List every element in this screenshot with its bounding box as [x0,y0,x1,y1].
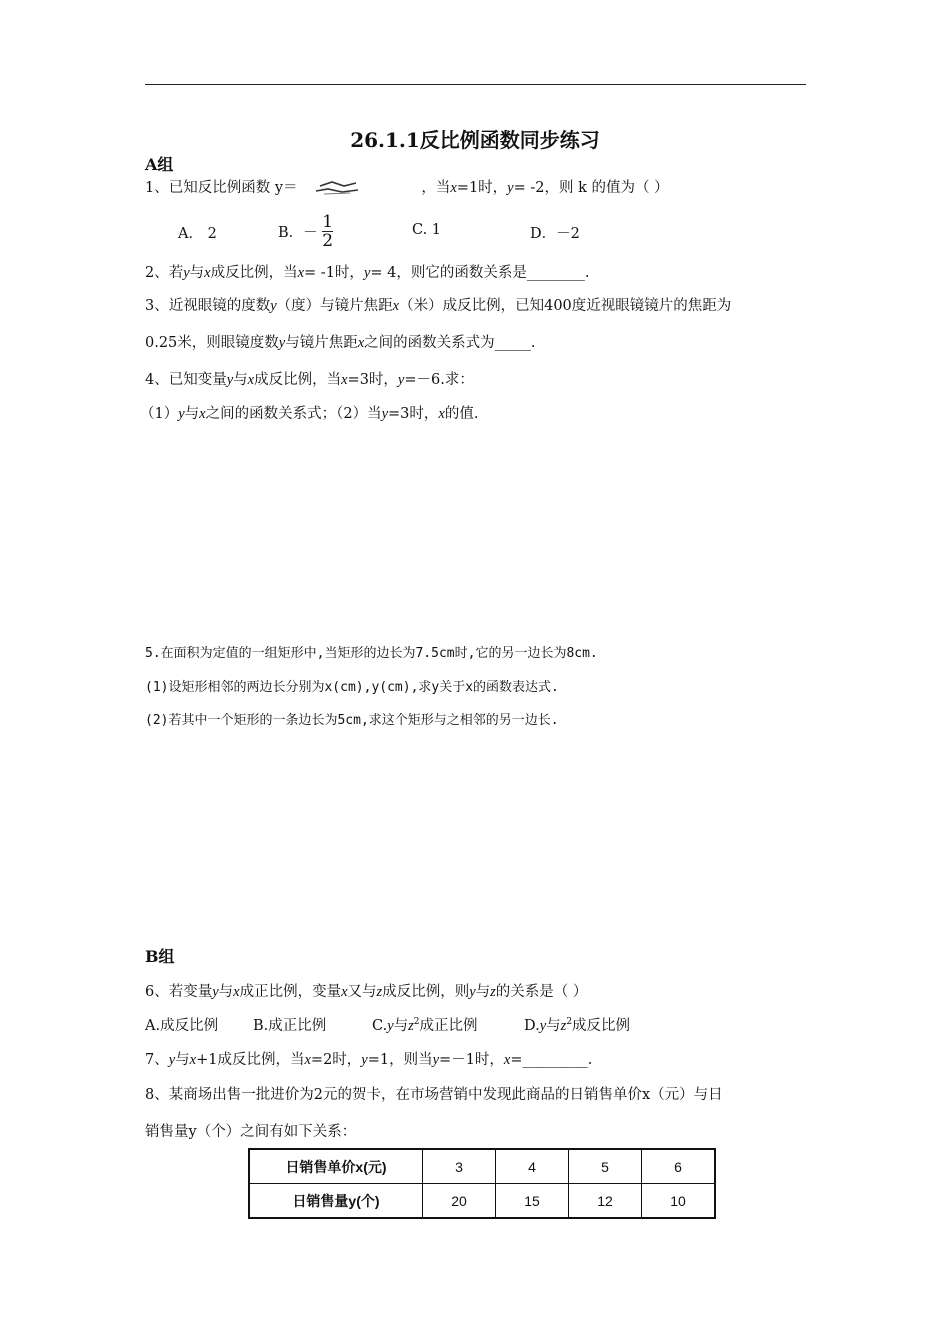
table-cell: 10 [642,1184,716,1219]
table-cell: 15 [496,1184,569,1219]
table-cell: 20 [423,1184,496,1219]
header-rule [145,84,806,85]
q6-option-c: C.y与$z^2$成正比例 [372,1017,478,1034]
q1-option-c: C. 1 [412,222,442,238]
table-cell: 4 [496,1149,569,1184]
question-3-line-1: 3、近视眼镜的度数y（度）与镜片焦距x（米）成反比例，已知400度近视眼镜镜片的焦距为 [145,298,732,314]
question-4: 4、已知变量y与x成反比例，当x=3时，y=－6.求： [145,372,474,388]
table-header-price: 日销售单价x(元) [249,1149,423,1184]
table-cell: 12 [569,1184,642,1219]
question-2: 2、若y与x成反比例，当x= -1时，y= 4，则它的函数关系是________. [145,265,590,281]
question-8-line-1: 8、某商场出售一批进价为2元的贺卡，在市场营销中发现此商品的日销售单价x（元）与日 [145,1087,723,1103]
q6-option-b: B.成正比例 [253,1018,327,1034]
group-a-heading: A组 [145,155,174,174]
question-5-line-1: 5.在面积为定值的一组矩形中,当矩形的边长为7.5cm时,它的另一边长为8cm. [145,646,598,661]
page-title: 26.1.1反比例函数同步练习 [350,128,600,152]
question-5-line-2: (1)设矩形相邻的两边长分别为x(cm),y(cm),求y关于x的函数表达式. [145,680,559,695]
table-cell: 5 [569,1149,642,1184]
q6-option-d: D.y与$z^2$成反比例 [524,1017,631,1034]
question-8-line-2: 销售量y（个）之间有如下关系： [145,1124,357,1140]
question-4-subparts: （1）y与x之间的函数关系式；（2）当y=3时，x的值. [140,406,479,422]
question-1: 1、已知反比例函数 y＝ ，当x=1时，y= -2，则 k 的值为（ ） [145,180,669,196]
table-header-quantity: 日销售量y(个) [249,1184,423,1219]
q1-option-d: D．－2 [530,226,580,242]
question-6: 6、若变量y与x成正比例，变量x又与z成反比例，则y与z的关系是（ ） [145,984,588,1000]
q6-option-a: A.成反比例 [145,1018,219,1034]
table-row [249,1149,715,1184]
question-5-line-3: (2)若其中一个矩形的一条边长为5cm,求这个矩形与之相邻的另一边长. [145,713,559,728]
fraction-one-half: $\frac{1}{2}$ [322,212,334,251]
group-b-heading: B组 [145,947,175,966]
question-7: 7、y与x+1成反比例，当x=2时，y=1，则当y=－1时，x=_________. [145,1052,593,1068]
table-cell: 3 [423,1149,496,1184]
table-row [249,1184,715,1219]
sales-table [248,1148,716,1219]
fraction-image-icon [302,180,372,196]
question-3-line-2: 0.25米，则眼镜度数y与镜片焦距x之间的函数关系式为_____. [145,335,536,351]
q1-option-a: A． 2 [178,226,217,242]
q1-option-b: B．－ $\frac{1}{2}$ [278,212,334,251]
table-cell: 6 [642,1149,716,1184]
